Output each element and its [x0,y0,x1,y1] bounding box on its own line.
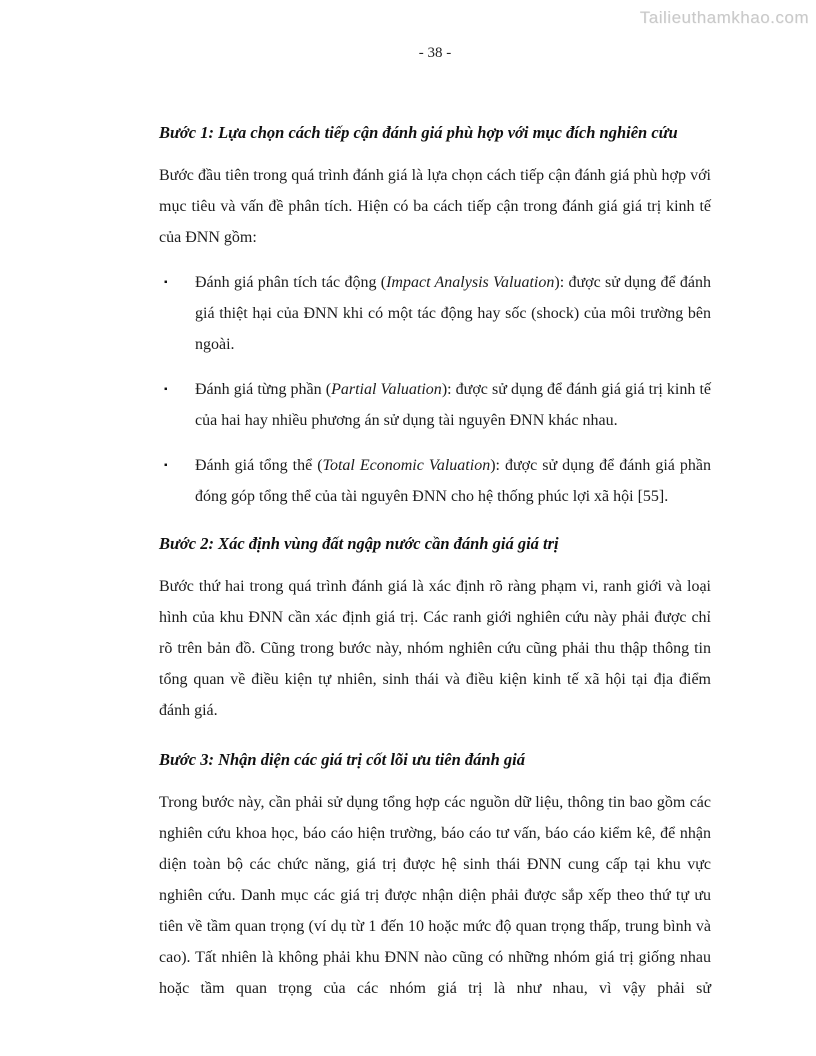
italic-term: Impact Analysis Valuation [386,274,555,291]
bullet-text-pre: Đánh giá từng phần ( [195,381,332,398]
bullet-item-total-economic-valuation [159,450,711,512]
section-heading-step2: Bước 2: Xác định vùng đất ngập nước cần đánh giá giá trị [159,534,559,553]
bullet-text-pre: Đánh giá tổng thể ( [195,457,323,474]
bullet-text-post: ): được sử dụng để đánh giá thiệt hại của ĐNN khi có một tác động hay sốc (shock) của môi trường bên ngoài. [195,274,711,353]
bullet-text [195,450,711,512]
bullet-text-pre: Đánh giá phân tích tác động ( [195,274,387,291]
body-paragraph-step2: Bước thứ hai trong quá trình đánh giá là xác định rõ ràng phạm vi, ranh giới và loại hình của khu ĐNN cần xác định giá trị. Các ranh giới nghiên cứu này phải được chỉ rõ trên bản đồ. Cũng trong bước này, nhóm nghiên cứu cũng phải thu thập thông tin tổng quan về điều kiện tự nhiên, sinh thái và điều kiện kinh tế xã hội tại địa điểm đánh giá. [159,578,711,719]
body-paragraph-step3: Trong bước này, cần phải sử dụng tổng hợp các nguồn dữ liệu, thông tin bao gồm các nghiên cứu khoa học, báo cáo hiện trường, báo cáo tư vấn, báo cáo kiểm kê, để nhận diện toàn bộ các chức năng, giá trị được hệ sinh thái ĐNN cung cấp tại khu vực nghiên cứu. Danh mục các giá trị được nhận diện phải được sắp xếp theo thứ tự ưu tiên về tầm quan trọng (ví dụ từ 1 đến 10 hoặc mức độ quan trọng thấp, trung bình và cao). Tất nhiên là không phải khu ĐNN nào cũng có những nhóm giá trị giống nhau hoặc tầm quan trọng của các nhóm giá trị là như nhau, vì vậy phải sử [159,794,711,997]
italic-term: Total Economic Valuation [322,457,491,474]
bullet-text [195,374,711,436]
bullet-list [159,267,711,512]
bullet-square-icon: ▪ [164,277,168,288]
body-paragraph-step1: Bước đầu tiên trong quá trình đánh giá là lựa chọn cách tiếp cận đánh giá phù hợp với mục tiêu và vấn đề phân tích. Hiện có ba cách tiếp cận trong đánh giá giá trị kinh tế của ĐNN gồm: [159,167,711,246]
section-heading-step3: Bước 3: Nhận diện các giá trị cốt lõi ưu tiên đánh giá [159,750,525,769]
watermark: Tailieuthamkhao.com [639,8,809,27]
bullet-square-icon: ▪ [164,384,168,395]
section-heading-step1: Bước 1: Lựa chọn cách tiếp cận đánh giá phù hợp với mục đích nghiên cứu [159,123,678,142]
page-number: - 38 - [418,45,452,61]
italic-term: Partial Valuation [331,381,442,398]
bullet-square-icon: ▪ [164,460,168,471]
bullet-text-post: ): được sử dụng để đánh giá phần đóng góp tổng thể của tài nguyên ĐNN cho hệ thống phúc lợi xã hội [55]. [195,457,711,505]
bullet-item-impact-analysis [159,267,711,360]
bullet-item-partial-valuation [159,374,711,436]
bullet-text-post: ): được sử dụng để đánh giá giá trị kinh tế của hai hay nhiều phương án sử dụng tài nguyên ĐNN khác nhau. [195,381,711,429]
bullet-text [195,267,711,360]
